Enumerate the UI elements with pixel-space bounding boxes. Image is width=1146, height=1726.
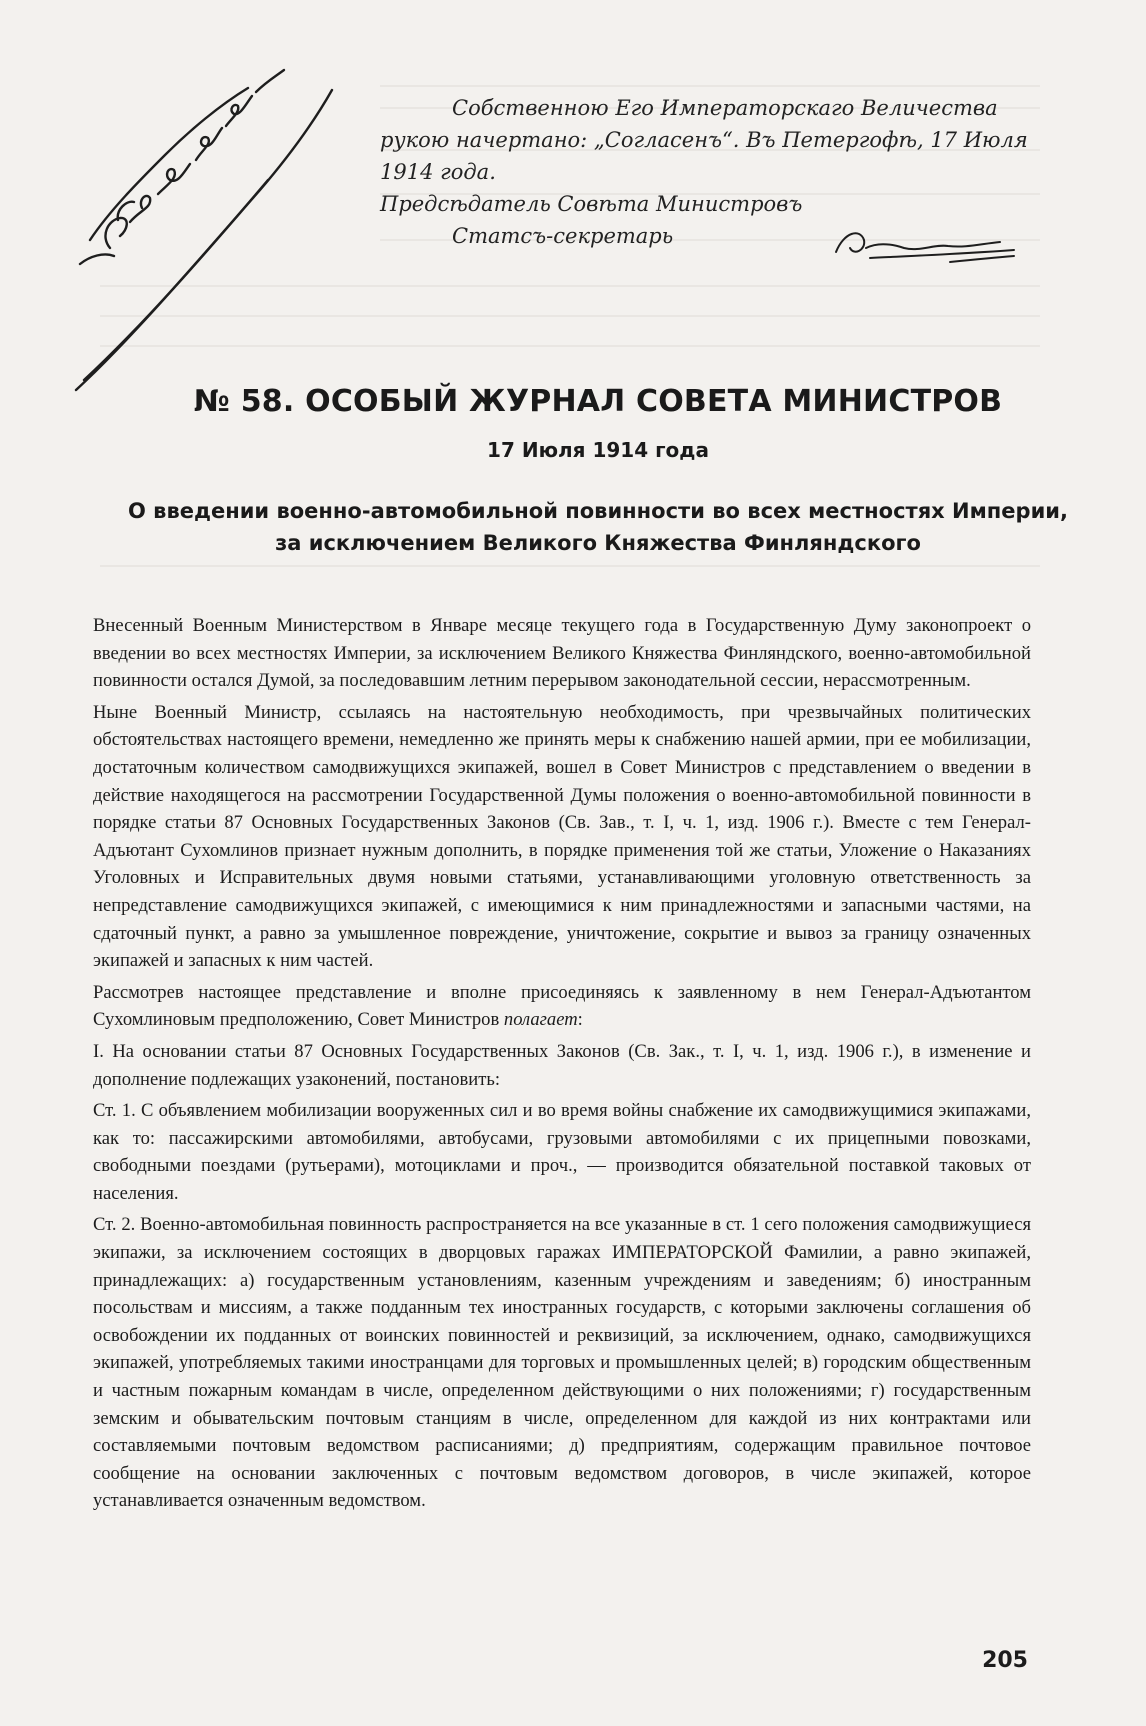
paragraph: I. На основании статьи 87 Основных Государственных Законов (Св. Зак., т. I, ч. 1, изд. 1906 г.), в изменение и дополнение подлежащих узаконений, постановить: (93, 1040, 1031, 1090)
paragraph (93, 979, 1031, 1034)
emphasized-verb: полагает (503, 1009, 578, 1031)
resolution-line: 1914 года. (380, 160, 496, 184)
document-body (93, 612, 1031, 1519)
paragraph-punctuation: : (577, 1009, 583, 1031)
paragraph-text: Рассмотрев настоящее представление и вполне присоединяясь к заявленному в нем Генерал-Адъютантом Сухомлиновым предположению, Совет Министров (93, 981, 1031, 1031)
resolution-line: рукою начертано: „Согласенъ“. Въ Петергофѣ, 17 Июля (380, 128, 1028, 152)
paragraph: Внесенный Военным Министерством в Январе месяце текущего года в Государственную Думу законопроект о введении во всех местностях Империи, за исключением Великого Княжества Финляндского, военно-автомобильной повинности остался Думой, за последовавшим летним перерывом законодательной сессии, нерассмотренным. (93, 615, 1031, 692)
handwritten-approval-signature (70, 60, 340, 400)
paragraph: Ст. 2. Военно-автомобильная повинность распространяется на все указанные в ст. 1 сего положения самодвижущиеся экипажи, за исключением состоящих в дворцовых гаражах ИМПЕРАТОРСКОЙ Фамилии, а равно экипажей, принадлежащих: а) государственным установлениям, казенным учреждениям и заведениям; б) иностранным посольствам и миссиям, а также подданным тех иностранных государств, с которыми заключены соглашения об освобождении их подданных от воинских повинностей и реквизиций, за исключением, однако, самодвижущихся экипажей, употребляемых такими иностранцами для торговых и промышленных целей; в) городским общественным и частным пожарным командам в числе, определенном действующими о них положениями; г) государственным земским и обывательским почтовым станциям в числе, определенном для каждой из них контрактами или составляемыми почтовым ведомством расписаниями; д) предприятиям, содержащим правильное почтовое сообщение на основании заключенных с почтовым ведомством договоров, в числе экипажей, которое устанавливается означенным ведомством. (93, 1214, 1031, 1512)
paragraph: Ст. 1. С объявлением мобилизации вооруженных сил и во время войны снабжение их самодвижущимися экипажами, как то: пассажирскими автомобилями, автобусами, грузовыми автомобилями с их прицепными повозками, свободными поездами (рутьерами), мотоциклами и проч., — производится обязательной поставкой таковых от населения. (93, 1100, 1031, 1204)
resolution-line: Собственною Его Императорскаго Величества (452, 96, 998, 120)
secretary-signature (830, 222, 1020, 268)
subject-line: за исключением Великого Княжества Финляндского (275, 531, 921, 555)
subject-line: О введении военно-автомобильной повинности во всех местностях Империи, (128, 499, 1068, 523)
page-title: № 58. ОСОБЫЙ ЖУРНАЛ СОВЕТА МИНИСТРОВ (193, 384, 1003, 419)
resolution-line: Статсъ-секретарь (452, 224, 674, 248)
document-date: 17 Июля 1914 года (487, 438, 709, 462)
page-number: 205 (982, 1648, 1028, 1673)
paragraph: Ныне Военный Министр, ссылаясь на настоятельную необходимость, при чрезвычайных политических обстоятельствах настоящего времени, немедленно же принять меры к снабжению нашей армии, при ее мобилизации, достаточным количеством самодвижущихся экипажей, вошел в Совет Министров с представлением о введении в действие находящегося на рассмотрении Государственной Думы положения о военно-автомобильной повинности в порядке статьи 87 Основных Государственных Законов (Св. Зав., т. I, ч. 1, изд. 1906 г.). Вместе с тем Генерал-Адъютант Сухомлинов признает нужным дополнить, в порядке применения той же статьи, Уложение о Наказаниях Уголовных и Исправительных двумя новыми статьями, устанавливающими уголовную ответственность за непредставление самодвижущихся экипажей, с имеющимися к ним принадлежностями и запасными частями, на сдаточный пункт, а равно за умышленное повреждение, уничтожение, сокрытие и вывоз за границу означенных экипажей и запасных к ним частей. (93, 701, 1031, 972)
document-subject (0, 495, 1146, 559)
resolution-line: Предсѣдатель Совѣта Министровъ (380, 192, 803, 216)
